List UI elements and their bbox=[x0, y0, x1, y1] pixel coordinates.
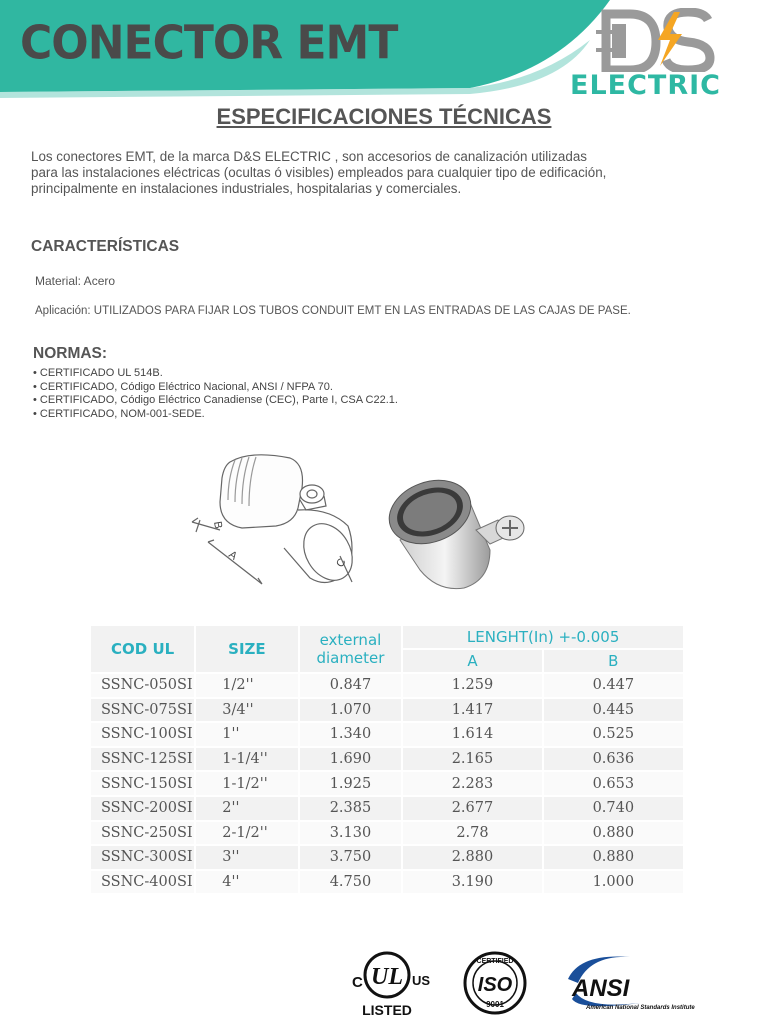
cell-size: 4'' bbox=[195, 870, 298, 895]
table-row bbox=[90, 673, 684, 698]
cell-a: 2.677 bbox=[402, 796, 542, 821]
cell-b: 0.740 bbox=[543, 796, 684, 821]
table-row bbox=[90, 771, 684, 796]
cell-diameter: 3.130 bbox=[299, 821, 403, 846]
cell-diameter: 2.385 bbox=[299, 796, 403, 821]
cell-diameter: 3.750 bbox=[299, 845, 403, 870]
diameter-line: diameter bbox=[316, 649, 385, 667]
logo-electric-word: ELECTRIC bbox=[570, 70, 721, 101]
ds-electric-logo bbox=[570, 8, 760, 104]
cell-size: 3/4'' bbox=[195, 698, 298, 723]
cell-size: 1-1/4'' bbox=[195, 747, 298, 772]
external-line: external bbox=[319, 631, 382, 649]
col-header-b: B bbox=[543, 649, 684, 673]
cell-b: 1.000 bbox=[543, 870, 684, 895]
col-header-a: A bbox=[402, 649, 542, 673]
intro-line: principalmente en instalaciones industriales, hospitalarias y comerciales. bbox=[31, 181, 462, 196]
normas-item: • CERTIFICADO, NOM-001-SEDE. bbox=[33, 407, 205, 420]
iso-9001-logo bbox=[465, 953, 525, 1013]
table-row bbox=[90, 698, 684, 723]
banner-title: CONECTOR EMT bbox=[20, 16, 398, 71]
intro-line: Los conectores EMT, de la marca D&S ELECTRIC , son accesorios de canalización utilizadas bbox=[31, 149, 587, 164]
cell-b: 0.447 bbox=[543, 673, 684, 698]
normas-item: • CERTIFICADO UL 514B. bbox=[33, 367, 163, 379]
table-row bbox=[90, 821, 684, 846]
cell-diameter: 1.340 bbox=[299, 722, 403, 747]
cell-cod: SSNC-075SI bbox=[90, 698, 195, 723]
svg-text:LISTED: LISTED bbox=[362, 1002, 412, 1018]
svg-text:American National Standards In: American National Standards Institute bbox=[586, 1005, 695, 1011]
ul-listed-logo bbox=[352, 953, 430, 1018]
svg-text:US: US bbox=[412, 973, 431, 988]
specs-table bbox=[89, 624, 685, 895]
cell-cod: SSNC-300SI bbox=[90, 845, 195, 870]
cell-a: 1.614 bbox=[402, 722, 542, 747]
dim-label-b: B bbox=[211, 520, 225, 530]
cell-a: 2.78 bbox=[402, 821, 542, 846]
cell-diameter: 1.925 bbox=[299, 771, 403, 796]
ansi-logo bbox=[568, 956, 695, 1011]
cell-a: 2.880 bbox=[402, 845, 542, 870]
cell-size: 1'' bbox=[195, 722, 298, 747]
normas-list bbox=[33, 367, 398, 421]
col-header-external-diameter bbox=[299, 625, 403, 673]
cell-a: 1.259 bbox=[402, 673, 542, 698]
normas-item: • CERTIFICADO, Código Eléctrico Nacional, ANSI / NFPA 70. bbox=[33, 380, 333, 393]
cell-a: 2.283 bbox=[402, 771, 542, 796]
normas-title: NORMAS: bbox=[33, 345, 108, 362]
cell-size: 1-1/2'' bbox=[195, 771, 298, 796]
page-heading: ESPECIFICACIONES TÉCNICAS bbox=[216, 104, 552, 129]
cell-diameter: 1.690 bbox=[299, 747, 403, 772]
dim-label-c: C bbox=[334, 556, 349, 570]
logo-mark bbox=[570, 8, 760, 72]
cell-diameter: 1.070 bbox=[299, 698, 403, 723]
aplicacion-text: Aplicación: UTILIZADOS PARA FIJAR LOS TUBOS CONDUIT EMT EN LAS ENTRADAS DE LAS CAJAS DE PASE. bbox=[35, 305, 631, 317]
normas-item: • CERTIFICADO, Código Eléctrico Canadiense (CEC), Parte I, CSA C22.1. bbox=[33, 394, 398, 406]
connector-photo bbox=[380, 470, 540, 595]
cell-cod: SSNC-100SI bbox=[90, 722, 195, 747]
cell-cod: SSNC-050SI bbox=[90, 673, 195, 698]
cell-b: 0.525 bbox=[543, 722, 684, 747]
table-row bbox=[90, 796, 684, 821]
svg-text:ANSI: ANSI bbox=[572, 975, 630, 1002]
cell-cod: SSNC-250SI bbox=[90, 821, 195, 846]
cell-cod: SSNC-400SI bbox=[90, 870, 195, 895]
cell-size: 1/2'' bbox=[195, 673, 298, 698]
cell-diameter: 4.750 bbox=[299, 870, 403, 895]
cell-b: 0.880 bbox=[543, 821, 684, 846]
cell-size: 3'' bbox=[195, 845, 298, 870]
cell-b: 0.636 bbox=[543, 747, 684, 772]
cell-cod: SSNC-200SI bbox=[90, 796, 195, 821]
cell-a: 2.165 bbox=[402, 747, 542, 772]
cell-size: 2-1/2'' bbox=[195, 821, 298, 846]
cell-diameter: 0.847 bbox=[299, 673, 403, 698]
cell-cod: SSNC-125SI bbox=[90, 747, 195, 772]
cell-cod: SSNC-150SI bbox=[90, 771, 195, 796]
col-header-size: SIZE bbox=[195, 625, 298, 673]
intro-line: para las instalaciones eléctricas (ocultas ó visibles) empleados para cualquier tipo de edificación, bbox=[31, 165, 607, 180]
table-row bbox=[90, 845, 684, 870]
svg-text:9001: 9001 bbox=[486, 1000, 504, 1009]
col-header-cod: COD UL bbox=[90, 625, 195, 673]
svg-text:UL: UL bbox=[371, 964, 403, 990]
svg-text:ISO: ISO bbox=[477, 974, 513, 996]
cell-b: 0.445 bbox=[543, 698, 684, 723]
caracteristicas-title: CARACTERÍSTICAS bbox=[31, 238, 180, 255]
dim-label-a: A bbox=[226, 548, 240, 563]
table-row bbox=[90, 747, 684, 772]
cell-a: 3.190 bbox=[402, 870, 542, 895]
intro-paragraph bbox=[31, 149, 731, 197]
certification-logos bbox=[340, 935, 740, 1020]
svg-text:CERTIFIED: CERTIFIED bbox=[476, 958, 514, 965]
svg-text:C: C bbox=[352, 974, 363, 991]
table-row bbox=[90, 870, 684, 895]
cell-size: 2'' bbox=[195, 796, 298, 821]
col-header-lenght: LENGHT(In) +-0.005 bbox=[402, 625, 684, 649]
material-text: Material: Acero bbox=[35, 274, 116, 288]
cell-b: 0.653 bbox=[543, 771, 684, 796]
cell-a: 1.417 bbox=[402, 698, 542, 723]
connector-technical-drawing bbox=[180, 448, 370, 598]
table-row bbox=[90, 722, 684, 747]
cell-b: 0.880 bbox=[543, 845, 684, 870]
